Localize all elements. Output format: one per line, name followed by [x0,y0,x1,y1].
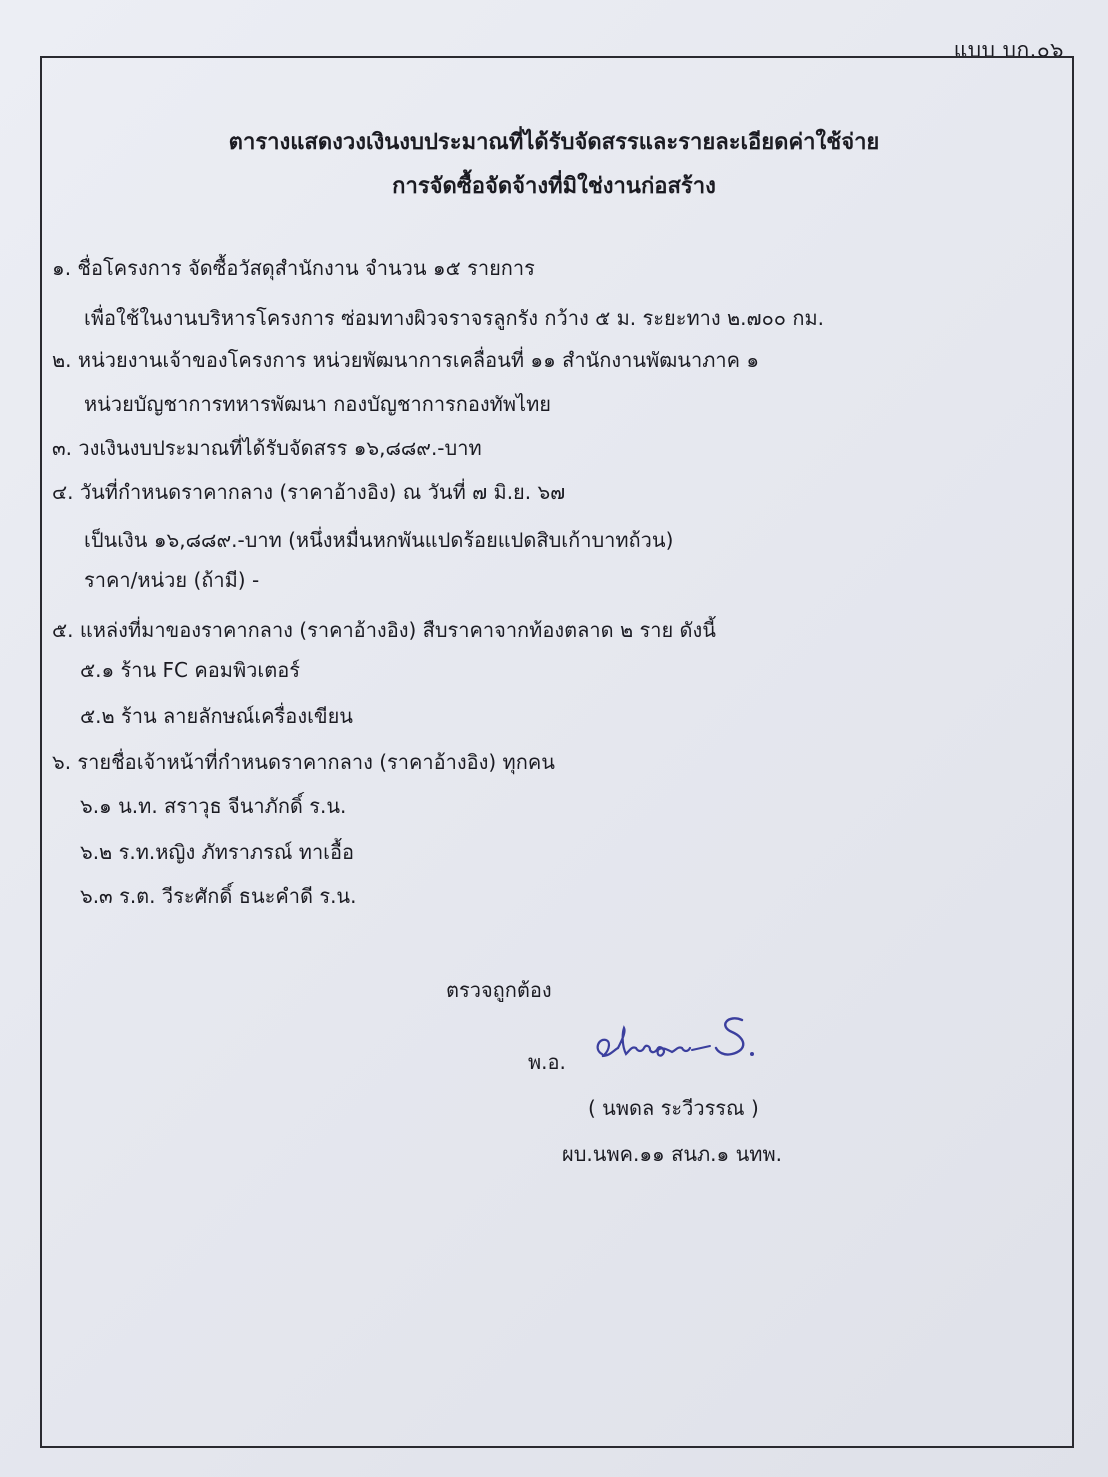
item-2-owner-command: หน่วยบัญชาการทหารพัฒนา กองบัญชาการกองทัพไทย [84,392,552,416]
document-title-line-2: การจัดซื้อจัดจ้างที่มิใช่งานก่อสร้าง [392,174,716,199]
item-6-2-member: ๖.๒ ร.ท.หญิง ภัทราภรณ์ ทาเอื้อ [80,840,355,864]
item-4-unit-price: ราคา/หน่วย (ถ้ามี) - [84,568,260,592]
signer-name: ( นพดล ระวีวรรณ ) [588,1096,759,1120]
item-2-owner-unit: ๒. หน่วยงานเจ้าของโครงการ หน่วยพัฒนาการเคลื่อนที่ ๑๑ สำนักงานพัฒนาภาค ๑ [52,348,760,372]
item-1-project-purpose: เพื่อใช้ในงานบริหารโครงการ ซ่อมทางผิวจราจรลูกรัง กว้าง ๕ ม. ระยะทาง ๒.๗๐๐ กม. [84,306,824,330]
handwritten-signature [592,1010,772,1070]
item-6-committee: ๖. รายชื่อเจ้าหน้าที่กำหนดราคากลาง (ราคาอ้างอิง) ทุกคน [52,750,555,774]
item-5-price-source: ๕. แหล่งที่มาของราคากลาง (ราคาอ้างอิง) สืบราคาจากท้องตลาด ๒ ราย ดังนี้ [52,618,716,642]
item-4-reference-date: ๔. วันที่กำหนดราคากลาง (ราคาอ้างอิง) ณ วันที่ ๗ มิ.ย. ๖๗ [52,480,566,504]
document-title-line-1: ตารางแสดงวงเงินงบประมาณที่ได้รับจัดสรรและรายละเอียดค่าใช้จ่าย [228,130,880,155]
item-3-budget: ๓. วงเงินงบประมาณที่ได้รับจัดสรร ๑๖,๘๘๙.-บาท [52,436,482,460]
item-5-2-shop: ๕.๒ ร้าน ลายลักษณ์เครื่องเขียน [80,704,353,728]
item-1-project-name: ๑. ชื่อโครงการ จัดซื้อวัสดุสำนักงาน จำนวน ๑๕ รายการ [52,256,535,280]
item-4-amount: เป็นเงิน ๑๖,๘๘๙.-บาท (หนึ่งหมื่นหกพันแปดร้อยแปดสิบเก้าบาทถ้วน) [84,528,674,552]
signer-position: ผบ.นพค.๑๑ สนภ.๑ นทพ. [562,1142,782,1166]
item-6-3-member: ๖.๓ ร.ต. วีระศักดิ์ ธนะคำดี ร.น. [80,884,357,908]
form-code: แบบ บก.๐๖ [953,38,1064,62]
item-5-1-shop: ๕.๑ ร้าน FC คอมพิวเตอร์ [80,658,300,682]
signer-rank: พ.อ. [528,1050,566,1074]
verified-label: ตรวจถูกต้อง [446,978,552,1002]
item-6-1-member: ๖.๑ น.ท. สราวุธ จีนาภักดิ์ ร.น. [80,794,347,818]
